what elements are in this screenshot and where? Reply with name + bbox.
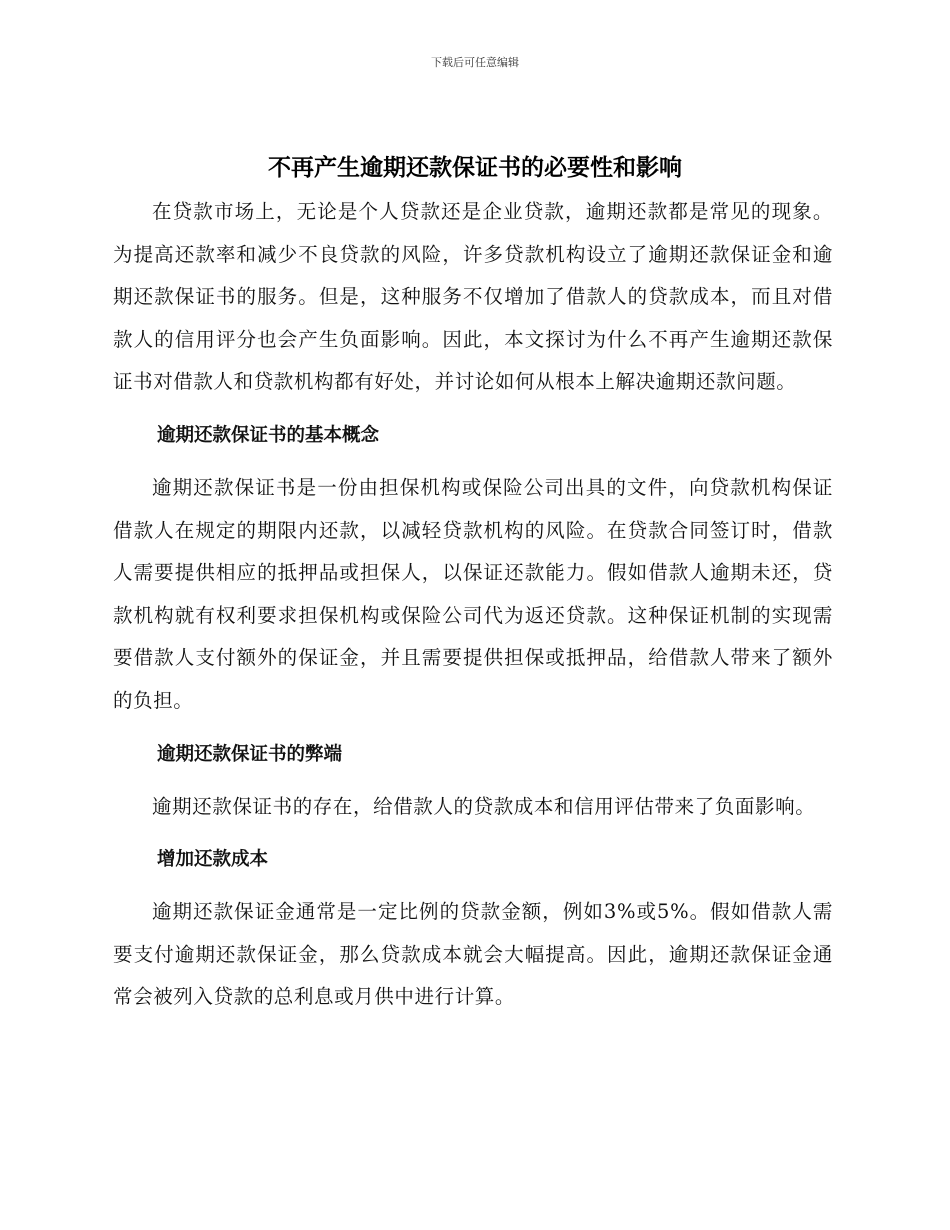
basic-concept-paragraph: 逾期还款保证书是一份由担保机构或保险公司出具的文件，向贷款机构保证借款人在规定的期限内还款，以减轻贷款机构的风险。在贷款合同签订时，借款人需要提供相应的抵押品或担保人，以保证还款能力。假如借款人逾期未还，贷款机构就有权利要求担保机构或保险公司代为返还贷款。这种保证机制的实现需要借款人支付额外的保证金，并且需要提供担保或抵押品，给借款人带来了额外的负担。 bbox=[113, 475, 833, 712]
section-heading-basic-concept: 逾期还款保证书的基本概念 bbox=[157, 424, 380, 446]
increased-cost-paragraph: 逾期还款保证金通常是一定比例的贷款金额，例如3%或5%。假如借款人需要支付逾期还款保证金，那么贷款成本就会大幅提高。因此，逾期还款保证金通常会被列入贷款的总利息或月供中进行计算。 bbox=[113, 900, 833, 1009]
drawbacks-paragraph: 逾期还款保证书的存在，给借款人的贷款成本和信用评估带来了负面影响。 bbox=[152, 794, 816, 818]
document-title: 不再产生逾期还款保证书的必要性和影响 bbox=[268, 155, 682, 181]
document-body bbox=[113, 191, 833, 1019]
intro-paragraph: 在贷款市场上，无论是个人贷款还是企业贷款，逾期还款都是常见的现象。为提高还款率和减少不良贷款的风险，许多贷款机构设立了逾期还款保证金和逾期还款保证书的服务。但是，这种服务不仅增加了借款人的贷款成本，而且对借款人的信用评分也会产生负面影响。因此，本文探讨为什么不再产生逾期还款保证书对借款人和贷款机构都有好处，并讨论如何从根本上解决逾期还款问题。 bbox=[113, 200, 833, 394]
section-heading-drawbacks: 逾期还款保证书的弊端 bbox=[157, 743, 343, 765]
section-heading-increased-cost: 增加还款成本 bbox=[157, 849, 269, 871]
page-header: 下载后可任意编辑 bbox=[431, 56, 519, 69]
